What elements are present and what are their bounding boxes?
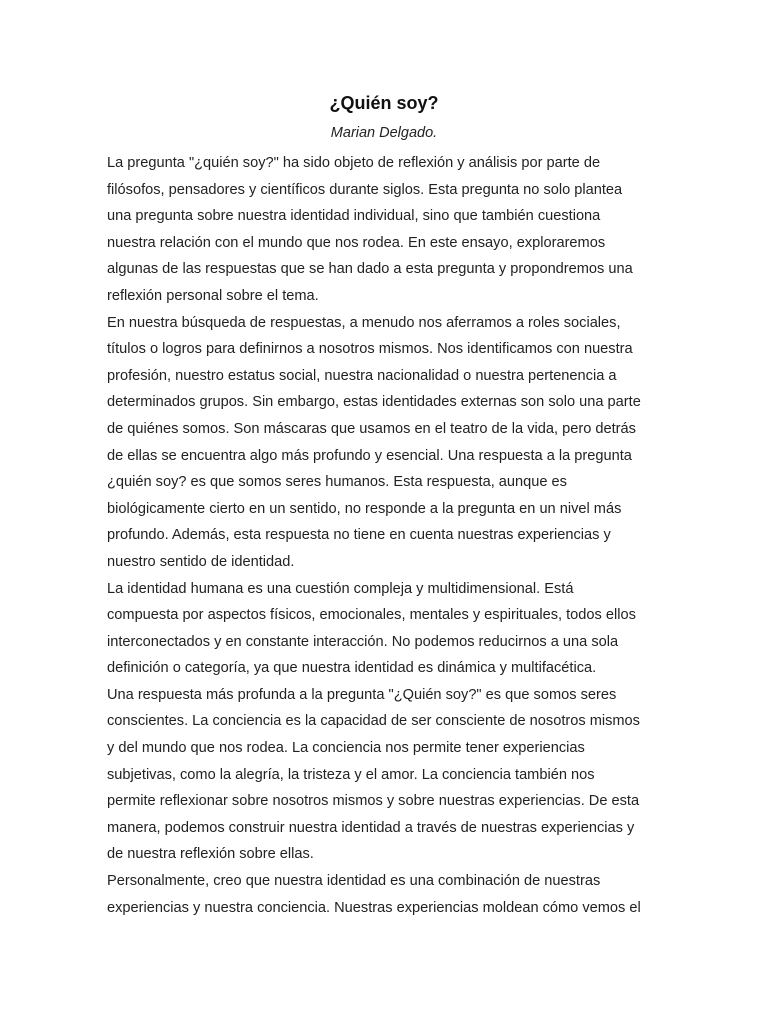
body-line: de quiénes somos. Son máscaras que usamos en el teatro de la vida, pero detrás: [107, 420, 636, 437]
body-line: definición o categoría, ya que nuestra identidad es dinámica y multifacética.: [107, 660, 597, 677]
body-line: interconectados y en constante interacción. No podemos reducirnos a una sola: [107, 633, 619, 650]
body-line: permite reflexionar sobre nosotros mismos y sobre nuestras experiencias. De esta: [107, 793, 640, 810]
body-line: reflexión personal sobre el tema.: [107, 287, 319, 304]
body-line: Personalmente, creo que nuestra identidad es una combinación de nuestras: [107, 873, 601, 890]
body-line: subjetivas, como la alegría, la tristeza y el amor. La conciencia también nos: [107, 766, 595, 783]
document-author: Marian Delgado.: [330, 125, 438, 141]
body-line: En nuestra búsqueda de respuestas, a menudo nos aferramos a roles sociales,: [107, 314, 621, 331]
body-line: títulos o logros para definirnos a nosotros mismos. Nos identificamos con nuestra: [107, 341, 633, 358]
body-line: algunas de las respuestas que se han dado a esta pregunta y propondremos una: [107, 261, 633, 278]
body-line: ¿quién soy? es que somos seres humanos. Esta respuesta, aunque es: [107, 474, 567, 491]
body-line: nuestra relación con el mundo que nos rodea. En este ensayo, exploraremos: [107, 234, 606, 251]
body-line: de nuestra reflexión sobre ellas.: [107, 846, 314, 863]
body-line: de ellas se encuentra algo más profundo y esencial. Una respuesta a la pregunta: [107, 447, 632, 464]
body-line: profundo. Además, esta respuesta no tiene en cuenta nuestras experiencias y: [107, 527, 611, 544]
body-line: compuesta por aspectos físicos, emocionales, mentales y espirituales, todos ellos: [107, 607, 636, 624]
body-line: La pregunta "¿quién soy?" ha sido objeto de reflexión y análisis por parte de: [107, 155, 601, 171]
body-line: manera, podemos construir nuestra identidad a través de nuestras experiencias y: [107, 819, 635, 836]
body-line: determinados grupos. Sin embargo, estas identidades externas son solo una parte: [107, 394, 641, 411]
body-line: experiencias y nuestra conciencia. Nuestras experiencias moldean cómo vemos el: [107, 899, 641, 916]
body-line: filósofos, pensadores y científicos durante siglos. Esta pregunta no solo plantea: [107, 181, 623, 198]
body-line: profesión, nuestro estatus social, nuestra nacionalidad o nuestra pertenencia a: [107, 367, 617, 384]
document-title: ¿Quién soy?: [329, 93, 439, 113]
body-line: nuestro sentido de identidad.: [107, 553, 295, 570]
body-line: La identidad humana es una cuestión compleja y multidimensional. Está: [107, 580, 574, 597]
body-line: conscientes. La conciencia es la capacidad de ser consciente de nosotros mismos: [107, 713, 640, 730]
body-line: Una respuesta más profunda a la pregunta "¿Quién soy?" es que somos seres: [107, 686, 617, 703]
body-line: y del mundo que nos rodea. La conciencia nos permite tener experiencias: [107, 740, 585, 757]
body-line: biológicamente cierto en un sentido, no responde a la pregunta en un nivel más: [107, 500, 622, 517]
body-line: una pregunta sobre nuestra identidad individual, sino que también cuestiona: [107, 208, 601, 225]
document-body: [107, 150, 663, 921]
